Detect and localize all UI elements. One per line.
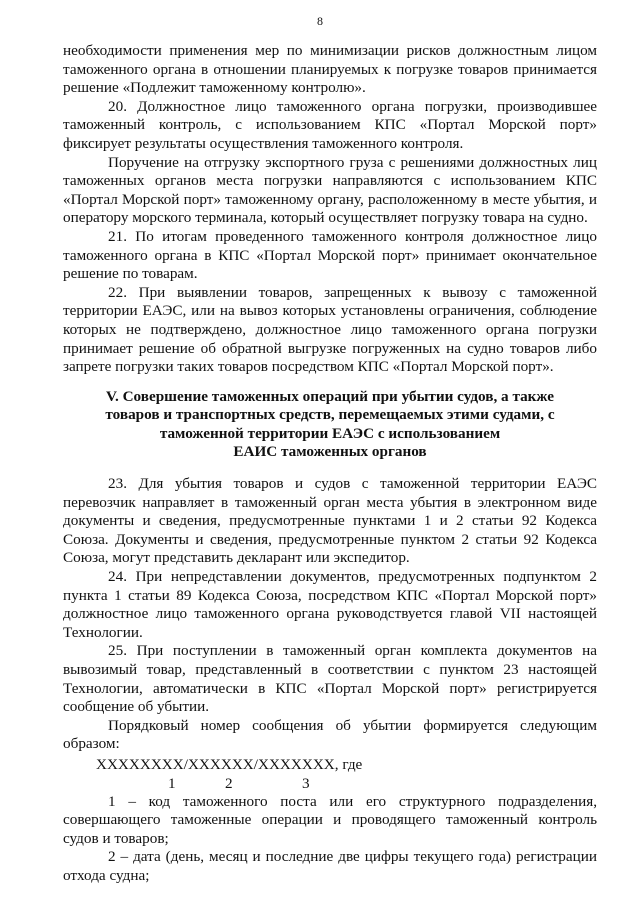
paragraph-23: 23. Для убытия товаров и судов с таможенной территории ЕАЭС перевозчик направляет в таможенный орган места убытия в электронном виде документы и сведения, предусмотренные пунктами 1 и 2 статьи 92 Кодекса Союза. Документы и сведения, предусмотренные пунктом 2 статьи 92 Кодекса Союза, могут представить декларант или экспедитор. xyxy=(63,475,597,567)
paragraph: 2 – дата (день, месяц и последние две цифры текущего года) регистрации отхода судна; xyxy=(63,848,597,884)
paragraph-21: 21. По итогам проведенного таможенного контроля должностное лицо таможенного органа в КПС «Портал Морской порт» принимает окончательное решение по товарам. xyxy=(63,227,597,283)
paragraph-22: 22. При выявлении товаров, запрещенных к вывозу с таможенной территории ЕАЭС, или на вывоз которых установлены ограничения, соблюдение которых не подтверждено, должностное лицо таможенного органа погрузки принимает решение об обратной выгрузке погруженных на судно товаров либо запрете погрузки таких товаров посредством КПС «Портал Морской порт». xyxy=(63,283,597,376)
section-heading-line: товаров и транспортных средств, перемещаемых этими судами, с xyxy=(105,406,555,424)
section-heading xyxy=(63,388,597,462)
format-digit: 3 xyxy=(302,774,310,792)
section-heading-line: таможенной территории ЕАЭС с использованием xyxy=(159,424,501,442)
section-heading-line: V. Совершение таможенных операций при убытии судов, а также xyxy=(105,387,554,405)
paragraph-20: 20. Должностное лицо таможенного органа погрузки, производившее таможенный контроль, с использованием КПС «Портал Морской порт» фиксирует результаты осуществления таможенного контроля. xyxy=(63,97,597,152)
paragraph: Поручение на отгрузку экспортного груза с решениями должностных лиц таможенных органов места погрузки направляются с использованием КПС «Портал Морской порт» таможенному органу, расположенному в месте убытия, и оператору морского терминала, который осуществляет погрузку товара на судно. xyxy=(63,153,597,227)
format-digit: 1 xyxy=(168,774,176,792)
paragraph: 1 – код таможенного поста или его структурного подразделения, совершающего таможенные операции и проводящего таможенный контроль судов и товаров; xyxy=(63,792,597,847)
page-content xyxy=(63,42,597,886)
number-format-digits xyxy=(63,775,597,793)
paragraph: необходимости применения мер по минимизации рисков должностным лицом таможенного органа в отношении планируемых к погрузке товаров принимается решение «Подлежит таможенному контролю». xyxy=(63,42,597,97)
paragraph-25: 25. При поступлении в таможенный орган комплекта документов на вывозимый товар, представленный в соответствии с пунктом 23 настоящей Технологии, автоматически в КПС «Портал Морской порт» регистрируется сообщение об убытии. xyxy=(63,642,597,716)
paragraph: Порядковый номер сообщения об убытии формируется следующим образом: xyxy=(63,716,597,753)
section-heading-line: ЕАИС таможенных органов xyxy=(233,443,427,461)
page-number: 8 xyxy=(317,14,323,28)
format-digit: 2 xyxy=(225,774,233,792)
number-format-code: XXXXXXXX/XXXXXX/XXXXXXX, где xyxy=(96,755,363,773)
paragraph-24: 24. При непредставлении документов, предусмотренных подпунктом 2 пункта 1 статьи 89 Кодекса Союза, посредством КПС «Портал Морской порт» должностное лицо таможенного органа руководствуется главой VII настоящей Технологии. xyxy=(63,568,597,641)
